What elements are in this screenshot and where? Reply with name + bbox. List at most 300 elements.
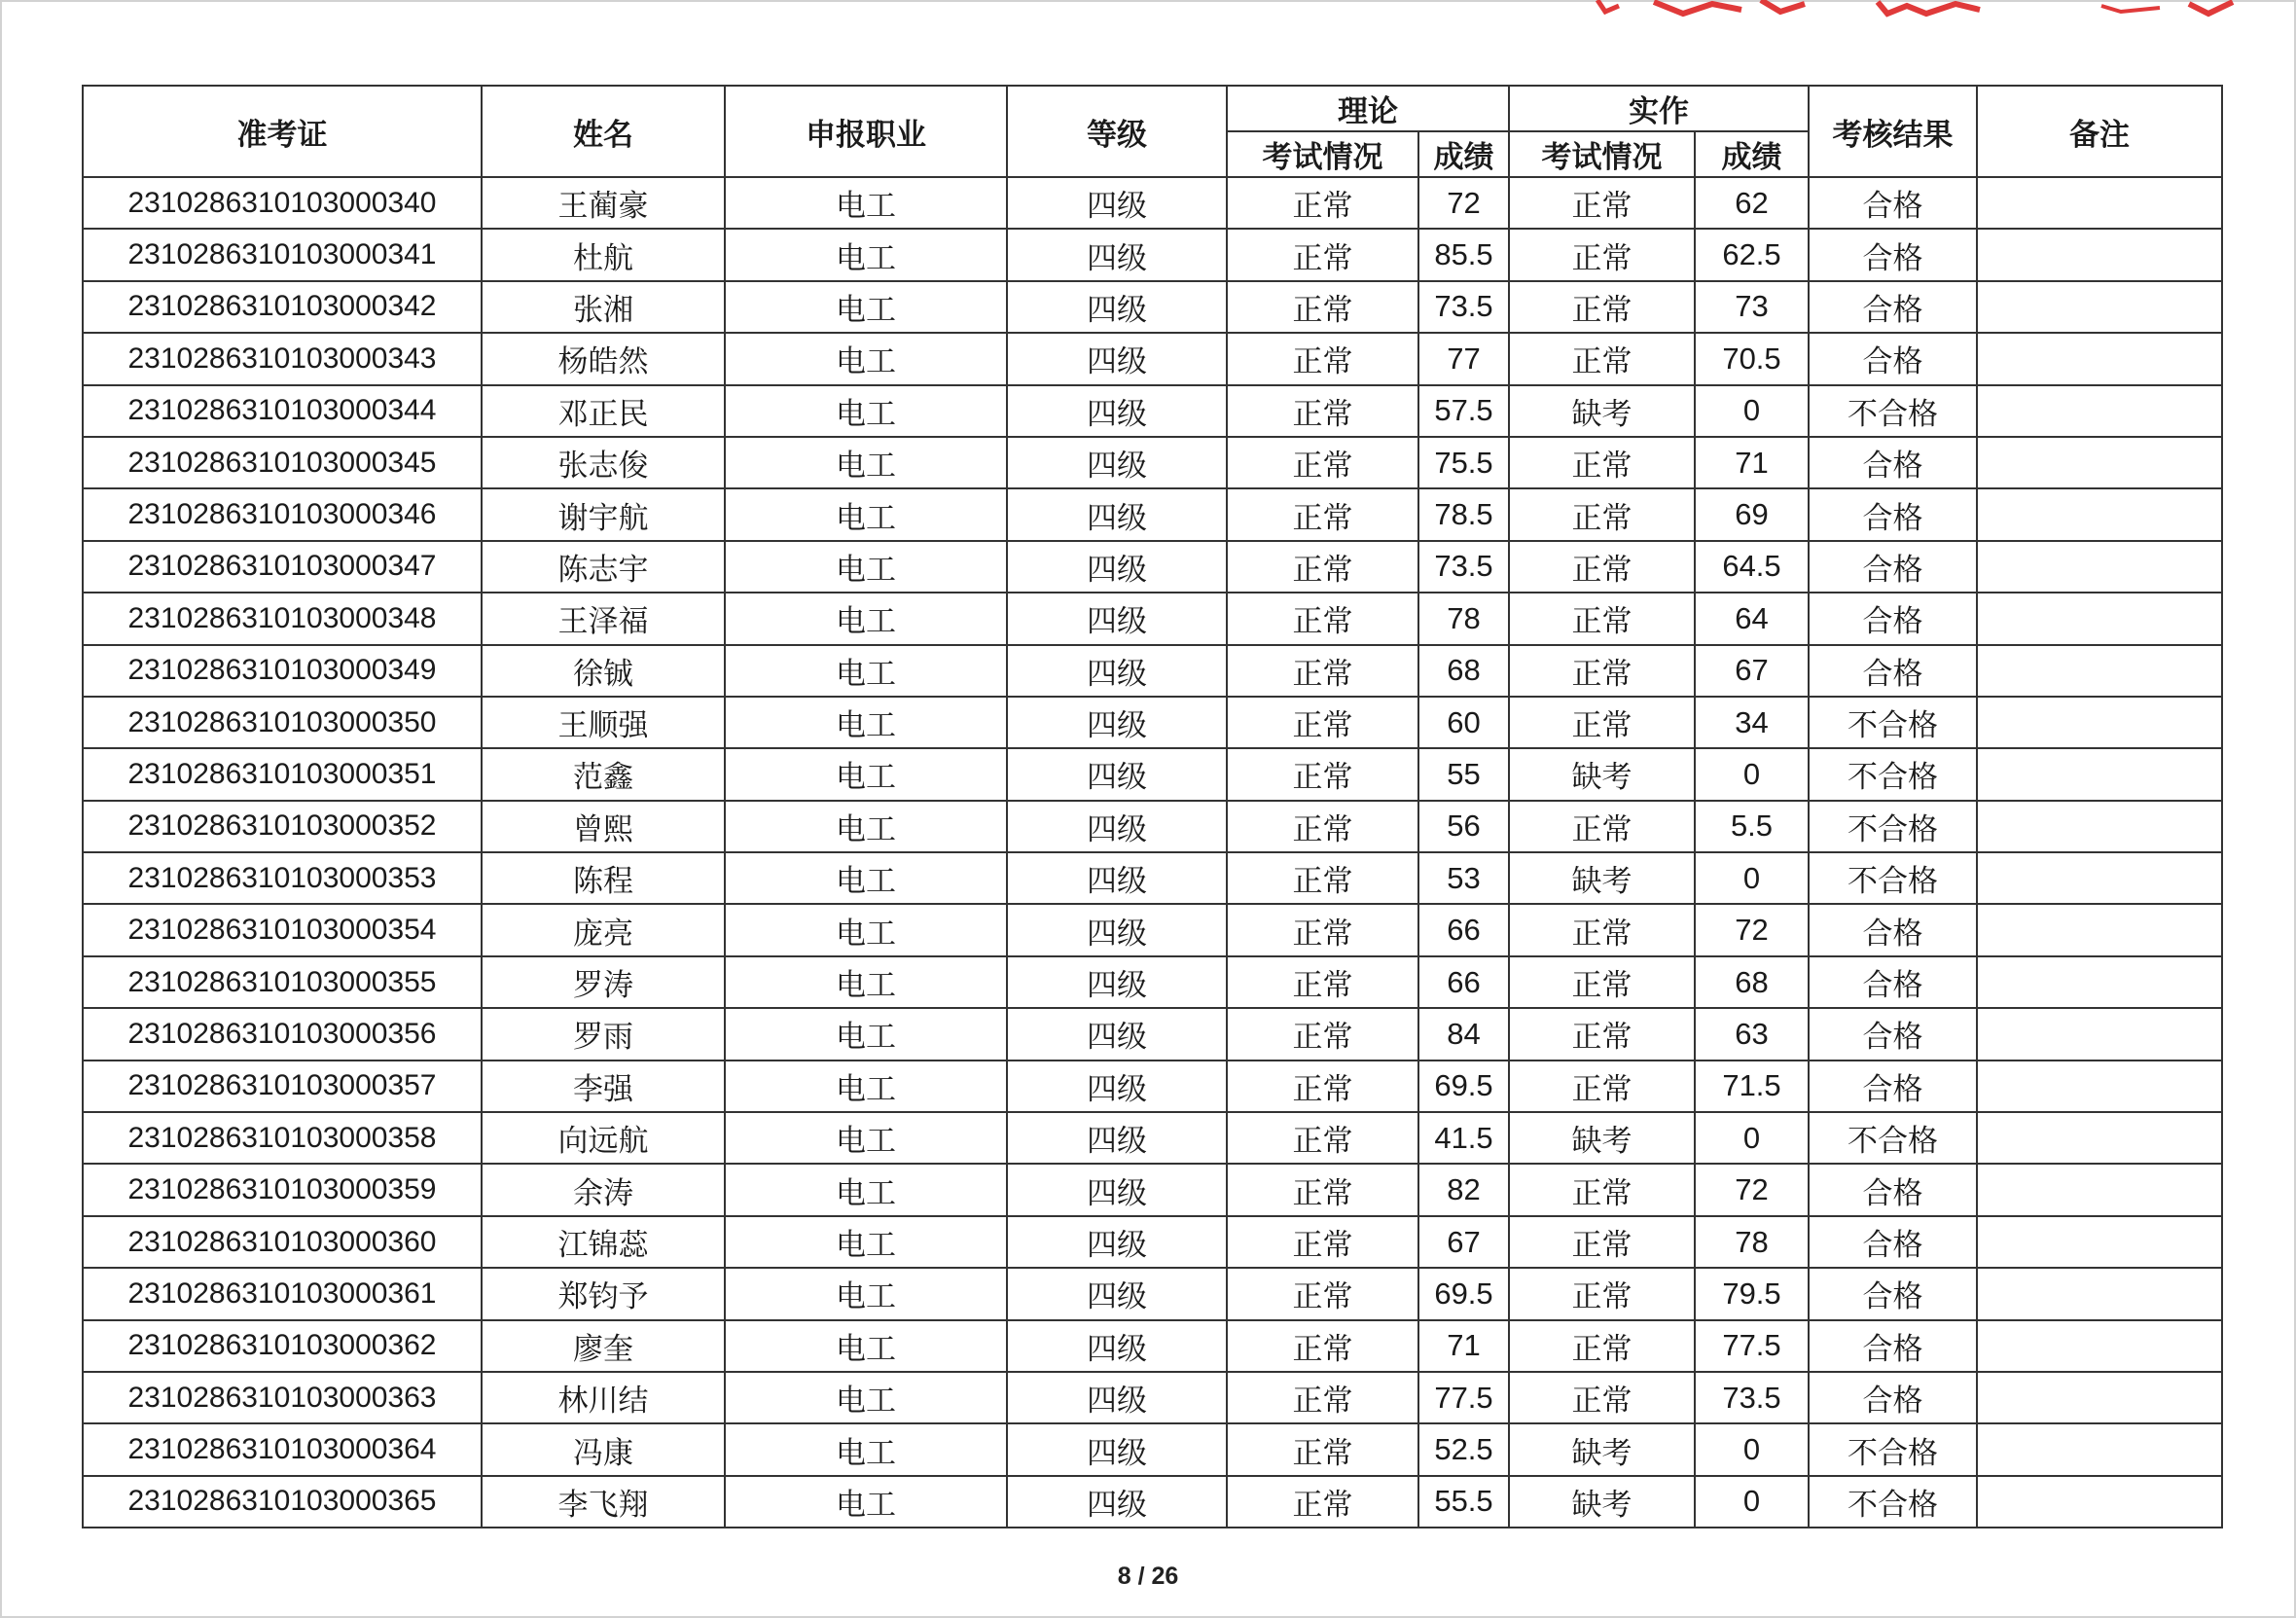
cell-remark (1977, 1320, 2222, 1372)
header-exam-id: 准考证 (83, 86, 482, 177)
cell-theory-status: 正常 (1227, 541, 1418, 593)
cell-result: 合格 (1809, 1320, 1977, 1372)
cell-theory-status: 正常 (1227, 1476, 1418, 1528)
table-row (83, 488, 2222, 540)
cell-level: 四级 (1007, 904, 1227, 955)
cell-name: 冯康 (482, 1423, 725, 1475)
cell-practical-score: 78 (1695, 1216, 1809, 1268)
cell-occupation: 电工 (725, 1268, 1007, 1319)
cell-result: 合格 (1809, 956, 1977, 1008)
cell-level: 四级 (1007, 593, 1227, 644)
cell-practical-score: 71 (1695, 437, 1809, 488)
cell-occupation: 电工 (725, 1061, 1007, 1112)
cell-result: 合格 (1809, 541, 1977, 593)
cell-occupation: 电工 (725, 593, 1007, 644)
cell-level: 四级 (1007, 541, 1227, 593)
cell-id: 2310286310103000343 (83, 333, 482, 384)
cell-theory-score: 71 (1418, 1320, 1509, 1372)
header-theory-score: 成绩 (1418, 131, 1509, 177)
red-stamp-fragment (1596, 0, 2238, 21)
header-practical: 实作 (1509, 86, 1809, 131)
cell-practical-status: 缺考 (1509, 852, 1695, 904)
cell-occupation: 电工 (725, 748, 1007, 800)
cell-name: 曾熙 (482, 801, 725, 852)
cell-name: 王泽福 (482, 593, 725, 644)
cell-result: 不合格 (1809, 1112, 1977, 1164)
cell-remark (1977, 697, 2222, 748)
table-row (83, 1164, 2222, 1215)
cell-occupation: 电工 (725, 385, 1007, 437)
cell-remark (1977, 904, 2222, 955)
cell-remark (1977, 229, 2222, 280)
cell-name: 罗涛 (482, 956, 725, 1008)
cell-remark (1977, 541, 2222, 593)
cell-level: 四级 (1007, 697, 1227, 748)
cell-name: 郑钧予 (482, 1268, 725, 1319)
cell-occupation: 电工 (725, 437, 1007, 488)
cell-practical-score: 72 (1695, 1164, 1809, 1215)
cell-occupation: 电工 (725, 801, 1007, 852)
cell-practical-score: 69 (1695, 488, 1809, 540)
cell-result: 不合格 (1809, 385, 1977, 437)
cell-practical-status: 正常 (1509, 956, 1695, 1008)
cell-theory-status: 正常 (1227, 956, 1418, 1008)
cell-remark (1977, 1164, 2222, 1215)
header-practical-score: 成绩 (1695, 131, 1809, 177)
cell-id: 2310286310103000363 (83, 1372, 482, 1423)
cell-level: 四级 (1007, 437, 1227, 488)
cell-theory-score: 73.5 (1418, 541, 1509, 593)
table-row (83, 1372, 2222, 1423)
cell-practical-score: 0 (1695, 1112, 1809, 1164)
cell-name: 廖奎 (482, 1320, 725, 1372)
cell-practical-status: 正常 (1509, 437, 1695, 488)
cell-theory-status: 正常 (1227, 488, 1418, 540)
cell-theory-score: 78 (1418, 593, 1509, 644)
cell-theory-status: 正常 (1227, 697, 1418, 748)
cell-occupation: 电工 (725, 1164, 1007, 1215)
table-row (83, 333, 2222, 384)
table-row (83, 697, 2222, 748)
cell-occupation: 电工 (725, 904, 1007, 955)
table-row (83, 645, 2222, 697)
cell-level: 四级 (1007, 645, 1227, 697)
header-remark: 备注 (1977, 86, 2222, 177)
cell-practical-status: 缺考 (1509, 1423, 1695, 1475)
cell-practical-score: 62 (1695, 177, 1809, 229)
cell-id: 2310286310103000353 (83, 852, 482, 904)
header-result: 考核结果 (1809, 86, 1977, 177)
header-theory: 理论 (1227, 86, 1509, 131)
cell-result: 合格 (1809, 1008, 1977, 1060)
cell-name: 江锦蕊 (482, 1216, 725, 1268)
cell-theory-score: 82 (1418, 1164, 1509, 1215)
cell-level: 四级 (1007, 1216, 1227, 1268)
cell-remark (1977, 385, 2222, 437)
cell-id: 2310286310103000349 (83, 645, 482, 697)
cell-remark (1977, 177, 2222, 229)
cell-id: 2310286310103000352 (83, 801, 482, 852)
cell-id: 2310286310103000342 (83, 281, 482, 333)
cell-name: 王蔺豪 (482, 177, 725, 229)
cell-practical-status: 正常 (1509, 1061, 1695, 1112)
cell-practical-status: 正常 (1509, 801, 1695, 852)
cell-practical-score: 73.5 (1695, 1372, 1809, 1423)
cell-theory-score: 55.5 (1418, 1476, 1509, 1528)
table-row (83, 1216, 2222, 1268)
cell-remark (1977, 593, 2222, 644)
cell-remark (1977, 1008, 2222, 1060)
cell-result: 合格 (1809, 1164, 1977, 1215)
header-row-top (83, 86, 2222, 131)
cell-theory-status: 正常 (1227, 1216, 1418, 1268)
cell-result: 合格 (1809, 437, 1977, 488)
cell-practical-status: 正常 (1509, 333, 1695, 384)
cell-result: 合格 (1809, 333, 1977, 384)
cell-name: 向远航 (482, 1112, 725, 1164)
cell-practical-status: 缺考 (1509, 385, 1695, 437)
table-row (83, 385, 2222, 437)
cell-id: 2310286310103000344 (83, 385, 482, 437)
cell-practical-status: 缺考 (1509, 1112, 1695, 1164)
cell-level: 四级 (1007, 801, 1227, 852)
page-number: 8 / 26 (1117, 1563, 1179, 1590)
cell-practical-score: 63 (1695, 1008, 1809, 1060)
cell-practical-score: 70.5 (1695, 333, 1809, 384)
cell-practical-status: 正常 (1509, 1216, 1695, 1268)
table-row (83, 593, 2222, 644)
cell-result: 合格 (1809, 645, 1977, 697)
cell-id: 2310286310103000357 (83, 1061, 482, 1112)
cell-name: 张志俊 (482, 437, 725, 488)
cell-id: 2310286310103000348 (83, 593, 482, 644)
cell-id: 2310286310103000345 (83, 437, 482, 488)
cell-practical-status: 正常 (1509, 1008, 1695, 1060)
cell-level: 四级 (1007, 281, 1227, 333)
cell-occupation: 电工 (725, 281, 1007, 333)
cell-name: 陈志宇 (482, 541, 725, 593)
cell-occupation: 电工 (725, 1112, 1007, 1164)
cell-theory-status: 正常 (1227, 1372, 1418, 1423)
cell-theory-score: 66 (1418, 904, 1509, 955)
cell-level: 四级 (1007, 1112, 1227, 1164)
cell-occupation: 电工 (725, 541, 1007, 593)
cell-theory-score: 85.5 (1418, 229, 1509, 280)
cell-practical-score: 64.5 (1695, 541, 1809, 593)
cell-remark (1977, 801, 2222, 852)
cell-practical-status: 正常 (1509, 1372, 1695, 1423)
cell-occupation: 电工 (725, 956, 1007, 1008)
cell-occupation: 电工 (725, 333, 1007, 384)
cell-remark (1977, 852, 2222, 904)
cell-remark (1977, 281, 2222, 333)
cell-result: 合格 (1809, 1372, 1977, 1423)
cell-practical-status: 正常 (1509, 229, 1695, 280)
cell-practical-status: 正常 (1509, 1164, 1695, 1215)
table-row (83, 281, 2222, 333)
cell-theory-score: 78.5 (1418, 488, 1509, 540)
cell-result: 不合格 (1809, 697, 1977, 748)
cell-level: 四级 (1007, 1320, 1227, 1372)
cell-result: 合格 (1809, 593, 1977, 644)
cell-practical-score: 79.5 (1695, 1268, 1809, 1319)
cell-occupation: 电工 (725, 1216, 1007, 1268)
cell-practical-status: 正常 (1509, 541, 1695, 593)
cell-occupation: 电工 (725, 177, 1007, 229)
table-row (83, 1423, 2222, 1475)
cell-result: 合格 (1809, 1061, 1977, 1112)
cell-occupation: 电工 (725, 1008, 1007, 1060)
cell-practical-score: 64 (1695, 593, 1809, 644)
cell-name: 罗雨 (482, 1008, 725, 1060)
table-row (83, 1268, 2222, 1319)
cell-theory-status: 正常 (1227, 1008, 1418, 1060)
cell-practical-score: 0 (1695, 852, 1809, 904)
table-row (83, 177, 2222, 229)
cell-result: 合格 (1809, 488, 1977, 540)
cell-id: 2310286310103000347 (83, 541, 482, 593)
header-occupation: 申报职业 (725, 86, 1007, 177)
cell-practical-status: 正常 (1509, 177, 1695, 229)
table-body (83, 177, 2222, 1528)
cell-occupation: 电工 (725, 488, 1007, 540)
cell-occupation: 电工 (725, 229, 1007, 280)
table-row (83, 1476, 2222, 1528)
cell-remark (1977, 1268, 2222, 1319)
cell-level: 四级 (1007, 1008, 1227, 1060)
cell-result: 不合格 (1809, 1476, 1977, 1528)
cell-remark (1977, 748, 2222, 800)
cell-result: 不合格 (1809, 748, 1977, 800)
cell-theory-status: 正常 (1227, 801, 1418, 852)
table-row (83, 229, 2222, 280)
cell-remark (1977, 488, 2222, 540)
cell-practical-score: 73 (1695, 281, 1809, 333)
cell-theory-score: 67 (1418, 1216, 1509, 1268)
cell-name: 杨皓然 (482, 333, 725, 384)
cell-id: 2310286310103000360 (83, 1216, 482, 1268)
cell-occupation: 电工 (725, 697, 1007, 748)
cell-theory-score: 72 (1418, 177, 1509, 229)
cell-theory-score: 69.5 (1418, 1061, 1509, 1112)
cell-theory-score: 75.5 (1418, 437, 1509, 488)
cell-remark (1977, 1476, 2222, 1528)
cell-practical-status: 正常 (1509, 1320, 1695, 1372)
cell-practical-status: 正常 (1509, 904, 1695, 955)
cell-practical-status: 正常 (1509, 697, 1695, 748)
cell-theory-status: 正常 (1227, 593, 1418, 644)
cell-remark (1977, 1112, 2222, 1164)
cell-theory-status: 正常 (1227, 1268, 1418, 1319)
cell-id: 2310286310103000354 (83, 904, 482, 955)
cell-level: 四级 (1007, 488, 1227, 540)
cell-id: 2310286310103000346 (83, 488, 482, 540)
cell-name: 李飞翔 (482, 1476, 725, 1528)
cell-name: 陈程 (482, 852, 725, 904)
cell-practical-status: 缺考 (1509, 748, 1695, 800)
cell-theory-score: 77 (1418, 333, 1509, 384)
cell-remark (1977, 1061, 2222, 1112)
cell-level: 四级 (1007, 852, 1227, 904)
cell-occupation: 电工 (725, 1372, 1007, 1423)
table-row (83, 852, 2222, 904)
cell-remark (1977, 1216, 2222, 1268)
cell-theory-score: 53 (1418, 852, 1509, 904)
cell-theory-status: 正常 (1227, 385, 1418, 437)
cell-practical-score: 34 (1695, 697, 1809, 748)
cell-name: 徐铖 (482, 645, 725, 697)
cell-theory-score: 68 (1418, 645, 1509, 697)
cell-practical-score: 77.5 (1695, 1320, 1809, 1372)
cell-theory-score: 84 (1418, 1008, 1509, 1060)
cell-remark (1977, 645, 2222, 697)
cell-practical-status: 缺考 (1509, 1476, 1695, 1528)
cell-result: 合格 (1809, 229, 1977, 280)
table-row (83, 1061, 2222, 1112)
cell-practical-score: 68 (1695, 956, 1809, 1008)
cell-theory-status: 正常 (1227, 177, 1418, 229)
header-practical-status: 考试情况 (1509, 131, 1695, 177)
cell-id: 2310286310103000361 (83, 1268, 482, 1319)
cell-theory-status: 正常 (1227, 1164, 1418, 1215)
cell-theory-score: 69.5 (1418, 1268, 1509, 1319)
cell-result: 不合格 (1809, 852, 1977, 904)
cell-id: 2310286310103000362 (83, 1320, 482, 1372)
cell-theory-status: 正常 (1227, 1112, 1418, 1164)
table-row (83, 541, 2222, 593)
cell-id: 2310286310103000341 (83, 229, 482, 280)
table-row (83, 1112, 2222, 1164)
cell-result: 不合格 (1809, 1423, 1977, 1475)
cell-theory-score: 41.5 (1418, 1112, 1509, 1164)
cell-name: 杜航 (482, 229, 725, 280)
cell-id: 2310286310103000340 (83, 177, 482, 229)
cell-practical-score: 67 (1695, 645, 1809, 697)
cell-theory-score: 73.5 (1418, 281, 1509, 333)
cell-id: 2310286310103000355 (83, 956, 482, 1008)
table-row (83, 748, 2222, 800)
cell-occupation: 电工 (725, 1320, 1007, 1372)
cell-level: 四级 (1007, 748, 1227, 800)
cell-theory-status: 正常 (1227, 333, 1418, 384)
table-row (83, 956, 2222, 1008)
cell-level: 四级 (1007, 333, 1227, 384)
cell-name: 谢宇航 (482, 488, 725, 540)
cell-id: 2310286310103000358 (83, 1112, 482, 1164)
cell-level: 四级 (1007, 1164, 1227, 1215)
cell-name: 范鑫 (482, 748, 725, 800)
cell-theory-score: 57.5 (1418, 385, 1509, 437)
table-row (83, 437, 2222, 488)
cell-occupation: 电工 (725, 1423, 1007, 1475)
cell-name: 林川结 (482, 1372, 725, 1423)
cell-practical-status: 正常 (1509, 488, 1695, 540)
cell-result: 合格 (1809, 281, 1977, 333)
cell-theory-status: 正常 (1227, 748, 1418, 800)
cell-remark (1977, 1372, 2222, 1423)
cell-level: 四级 (1007, 1372, 1227, 1423)
cell-level: 四级 (1007, 385, 1227, 437)
table-row (83, 1320, 2222, 1372)
table-row (83, 801, 2222, 852)
cell-theory-status: 正常 (1227, 437, 1418, 488)
cell-level: 四级 (1007, 1476, 1227, 1528)
cell-id: 2310286310103000359 (83, 1164, 482, 1215)
cell-practical-status: 正常 (1509, 593, 1695, 644)
cell-level: 四级 (1007, 1423, 1227, 1475)
cell-theory-score: 66 (1418, 956, 1509, 1008)
cell-level: 四级 (1007, 1061, 1227, 1112)
cell-practical-score: 62.5 (1695, 229, 1809, 280)
cell-level: 四级 (1007, 956, 1227, 1008)
cell-remark (1977, 333, 2222, 384)
cell-result: 不合格 (1809, 801, 1977, 852)
cell-theory-status: 正常 (1227, 904, 1418, 955)
cell-result: 合格 (1809, 1268, 1977, 1319)
table-row (83, 1008, 2222, 1060)
cell-result: 合格 (1809, 177, 1977, 229)
cell-name: 张湘 (482, 281, 725, 333)
cell-level: 四级 (1007, 229, 1227, 280)
cell-level: 四级 (1007, 1268, 1227, 1319)
cell-practical-status: 正常 (1509, 645, 1695, 697)
cell-id: 2310286310103000351 (83, 748, 482, 800)
cell-id: 2310286310103000365 (83, 1476, 482, 1528)
cell-occupation: 电工 (725, 852, 1007, 904)
cell-theory-status: 正常 (1227, 1423, 1418, 1475)
cell-id: 2310286310103000364 (83, 1423, 482, 1475)
table-row (83, 904, 2222, 955)
cell-name: 王顺强 (482, 697, 725, 748)
cell-practical-status: 正常 (1509, 281, 1695, 333)
cell-name: 庞亮 (482, 904, 725, 955)
cell-remark (1977, 956, 2222, 1008)
cell-practical-score: 71.5 (1695, 1061, 1809, 1112)
cell-practical-status: 正常 (1509, 1268, 1695, 1319)
cell-practical-score: 0 (1695, 748, 1809, 800)
cell-result: 合格 (1809, 1216, 1977, 1268)
cell-occupation: 电工 (725, 1476, 1007, 1528)
cell-theory-status: 正常 (1227, 645, 1418, 697)
cell-name: 余涛 (482, 1164, 725, 1215)
cell-practical-score: 5.5 (1695, 801, 1809, 852)
cell-practical-score: 0 (1695, 1476, 1809, 1528)
cell-practical-score: 72 (1695, 904, 1809, 955)
cell-theory-score: 52.5 (1418, 1423, 1509, 1475)
cell-practical-score: 0 (1695, 1423, 1809, 1475)
cell-theory-score: 55 (1418, 748, 1509, 800)
header-level: 等级 (1007, 86, 1227, 177)
cell-remark (1977, 1423, 2222, 1475)
cell-name: 邓正民 (482, 385, 725, 437)
cell-level: 四级 (1007, 177, 1227, 229)
cell-theory-score: 56 (1418, 801, 1509, 852)
cell-theory-status: 正常 (1227, 1061, 1418, 1112)
cell-result: 合格 (1809, 904, 1977, 955)
cell-theory-status: 正常 (1227, 281, 1418, 333)
cell-practical-score: 0 (1695, 385, 1809, 437)
header-theory-status: 考试情况 (1227, 131, 1418, 177)
cell-id: 2310286310103000350 (83, 697, 482, 748)
cell-theory-score: 77.5 (1418, 1372, 1509, 1423)
cell-remark (1977, 437, 2222, 488)
cell-theory-score: 60 (1418, 697, 1509, 748)
cell-name: 李强 (482, 1061, 725, 1112)
cell-id: 2310286310103000356 (83, 1008, 482, 1060)
cell-theory-status: 正常 (1227, 1320, 1418, 1372)
cell-theory-status: 正常 (1227, 229, 1418, 280)
header-name: 姓名 (482, 86, 725, 177)
